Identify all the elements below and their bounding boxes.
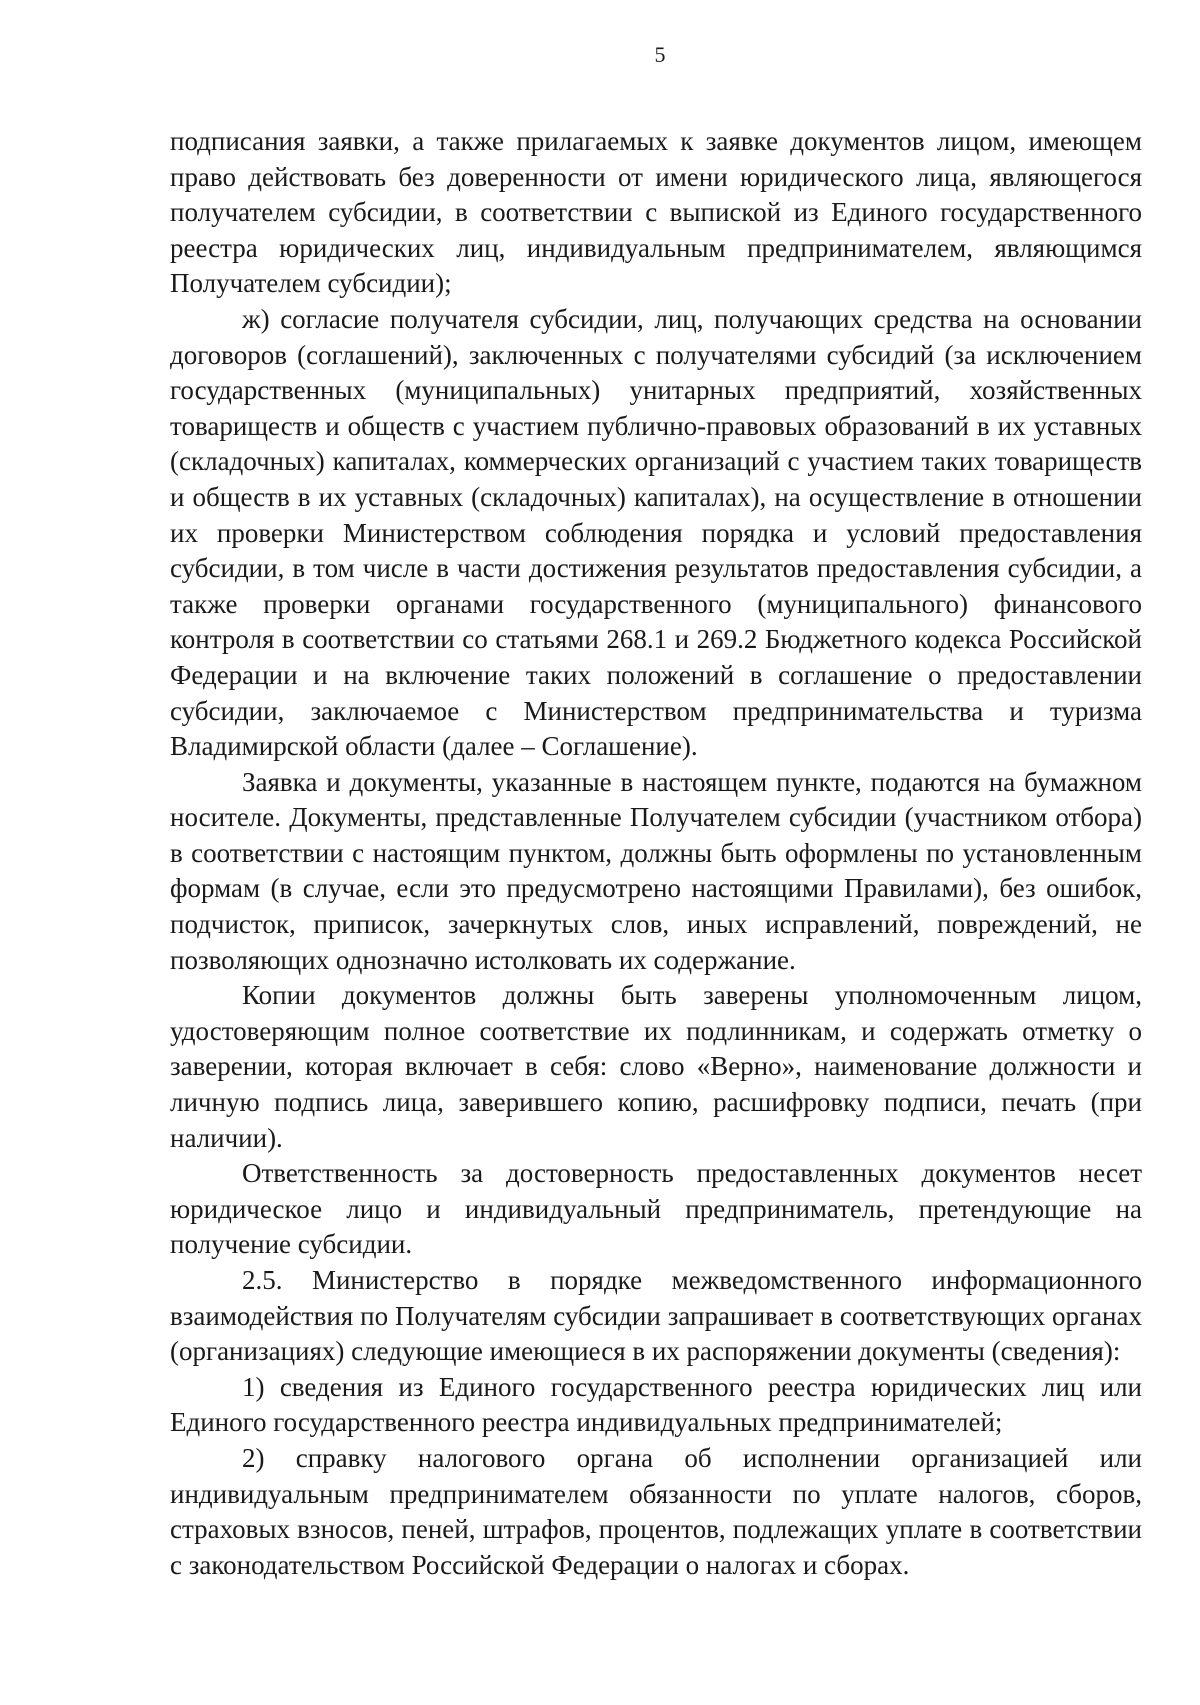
- list-item-2: 2) справку налогового органа об исполнении организацией или индивидуальным предпринимателем обязанности по уплате налогов, сборов, страховых взносов, пеней, штрафов, процентов, подлежащих уплате в соответствии с законодательством Российской Федерации о налогах и сборах.: [170, 1442, 1142, 1580]
- document-body: [170, 124, 1142, 1583]
- paragraph-application-documents: Заявка и документы, указанные в настоящем пункте, подаются на бумажном носителе. Документы, представленные Получателем субсидии (участником отбора) в соответствии с настоящим пунктом, должны быть оформлены по установленным формам (в случае, если это предусмотрено настоящими Правилами), без ошибок, подчисток, приписок, зачеркнутых слов, иных исправлений, повреждений, не позволяющих однозначно истолковать их содержание.: [170, 766, 1142, 975]
- list-item-1: 1) сведения из Единого государственного реестра юридических лиц или Единого государственного реестра индивидуальных предпринимателей;: [170, 1371, 1142, 1438]
- paragraph-section-2-5: 2.5. Министерство в порядке межведомственного информационного взаимодействия по Получателям субсидии запрашивает в соответствующих органах (организациях) следующие имеющиеся в их распоряжении документы (сведения):: [170, 1265, 1142, 1367]
- paragraph-responsibility: Ответственность за достоверность предоставленных документов несет юридическое лицо и индивидуальный предприниматель, претендующие на получение субсидии.: [170, 1158, 1142, 1260]
- page-number: 5: [654, 42, 666, 67]
- paragraph-signing-continuation: подписания заявки, а также прилагаемых к заявке документов лицом, имеющем право действовать без доверенности от имени юридического лица, являющегося получателем субсидии, в соответствии с выпиской из Единого государственного реестра юридических лиц, индивидуальным предпринимателем, являющимся Получателем субсидии);: [170, 126, 1142, 299]
- paragraph-copies-certification: Копии документов должны быть заверены уполномоченным лицом, удостоверяющим полное соответствие их подлинникам, и содержать отметку о заверении, которая включает в себя: слово «Верно», наименование должности и личную подпись лица, заверившего копию, расшифровку подписи, печать (при наличии).: [170, 980, 1142, 1153]
- paragraph-consent-zh: ж) согласие получателя субсидии, лиц, получающих средства на основании договоров (соглашений), заключенных с получателями субсидий (за исключением государственных (муниципальных) унитарных предприятий, хозяйственных товариществ и обществ с участием публично-правовых образований в их уставных (складочных) капиталах, коммерческих организаций с участием таких товариществ и обществ в их уставных (складочных) капиталах), на осуществление в отношении их проверки Министерством соблюдения порядка и условий предоставления субсидии, в том числе в части достижения результатов предоставления субсидии, а также проверки органами государственного (муниципального) финансового контроля в соответствии со статьями 268.1 и 269.2 Бюджетного кодекса Российской Федерации и на включение таких положений в соглашение о предоставлении субсидии, заключаемое с Министерством предпринимательства и туризма Владимирской области (далее – Соглашение).: [170, 303, 1142, 762]
